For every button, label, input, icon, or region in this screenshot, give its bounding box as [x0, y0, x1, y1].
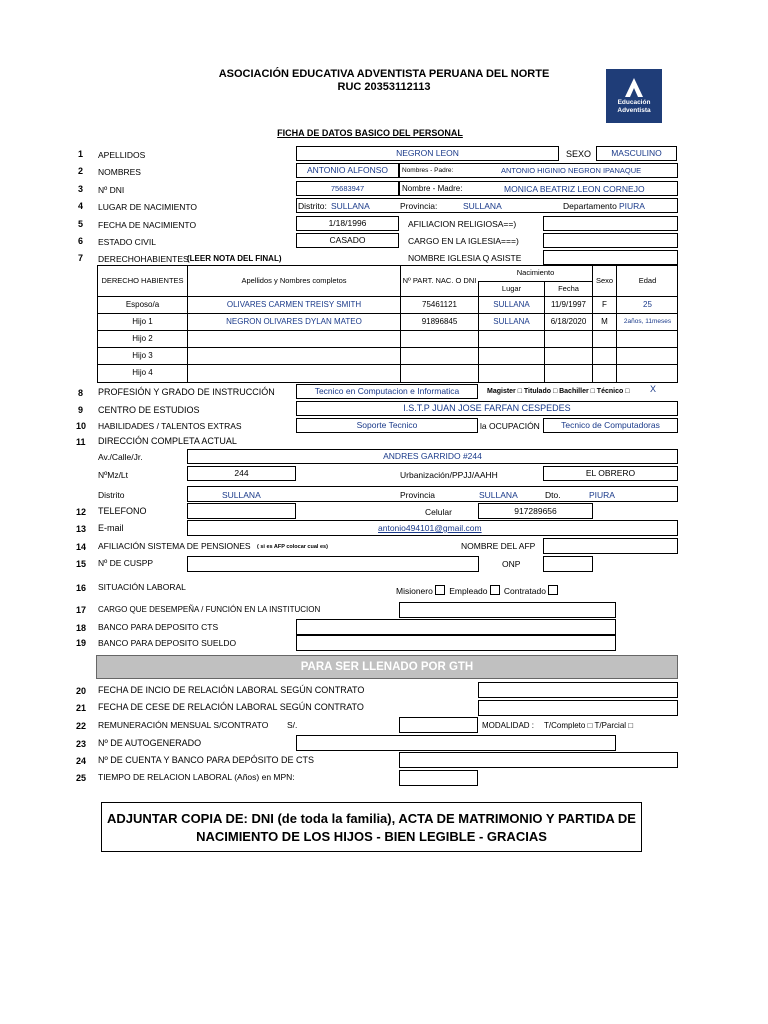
provincia-dir-value: SULLANA — [479, 490, 518, 500]
th-fecha: Fecha — [558, 283, 579, 293]
family-cell-rel: Hijo 1 — [132, 316, 153, 326]
family-cell-rel: Hijo 2 — [132, 333, 153, 343]
family-cell-name[interactable] — [188, 331, 400, 347]
centro-estudios-field[interactable]: I.S.T.P JUAN JOSE FARFAN CESPEDES — [296, 401, 678, 416]
family-cell-edad[interactable] — [617, 331, 678, 347]
family-cell-rel: Hijo 4 — [132, 367, 153, 377]
email-value[interactable]: antonio494101@gmail.com — [378, 523, 482, 533]
label-celular: Celular — [425, 507, 452, 517]
label-nombre-iglesia: NOMBRE IGLESIA Q ASISTE — [408, 253, 522, 263]
label-banco-cts: BANCO PARA DEPOSITO CTS — [98, 622, 219, 632]
family-cell-lugar[interactable] — [479, 365, 544, 381]
family-cell-fecha[interactable]: 6/18/2020 — [550, 316, 587, 326]
profesion-field[interactable]: Tecnico en Computacion e Informatica — [296, 384, 478, 399]
banco-cts-field[interactable] — [296, 619, 616, 635]
urbanizacion-field[interactable]: EL OBRERO — [543, 466, 678, 481]
label-provincia: Provincia: — [400, 201, 438, 211]
banco-sueldo-field[interactable] — [296, 635, 616, 651]
footer-line-2: NACIMIENTO DE LOS HIJOS - BIEN LEGIBLE - GRACIAS — [196, 829, 547, 844]
label-modalidad: MODALIDAD : — [482, 721, 535, 730]
family-cell-dni[interactable]: 75461121 — [422, 299, 457, 309]
row-num: 21 — [76, 703, 87, 713]
family-cell-rel: Hijo 3 — [132, 350, 153, 360]
opt-misionero: Misionero — [396, 586, 433, 596]
family-cell-fecha[interactable]: 11/9/1997 — [551, 299, 586, 309]
label-av: Av./Calle/Jr. — [98, 452, 143, 462]
row-num: 11 — [76, 437, 86, 447]
madre-value: MONICA BEATRIZ LEON CORNEJO — [504, 184, 645, 194]
label-estado-civil: ESTADO CIVIL — [98, 237, 156, 247]
family-cell-dni[interactable]: 91896845 — [421, 316, 458, 326]
th-nombres: Apellidos y Nombres completos — [241, 275, 347, 285]
label-pensiones: AFILIACIÓN SISTEMA DE PENSIONES — [98, 541, 251, 551]
ocupacion-field[interactable]: Tecnico de Computadoras — [543, 418, 678, 433]
row-num: 12 — [76, 507, 87, 517]
row-num: 22 — [76, 721, 87, 731]
estado-civil-field[interactable]: CASADO — [296, 233, 399, 248]
row-num: 2 — [78, 166, 84, 176]
padre-value: ANTONIO HIGINIO NEGRON IPANAQUE — [501, 166, 642, 175]
fecha-cese-field[interactable] — [478, 700, 678, 716]
form-title: FICHA DE DATOS BASICO DEL PERSONAL — [277, 128, 463, 138]
row-num: 4 — [78, 201, 84, 211]
label-distrito-dir: Distrito — [98, 490, 125, 500]
label-situacion: SITUACIÓN LABORAL — [98, 582, 186, 592]
autogenerado-field[interactable] — [296, 735, 616, 751]
opt-empleado: Empleado — [449, 586, 488, 596]
distrito-value: SULLANA — [331, 201, 370, 211]
remuneracion-field[interactable] — [399, 717, 478, 733]
row-num: 7 — [78, 253, 84, 263]
org-name: ASOCIACIÓN EDUCATIVA ADVENTISTA PERUANA DEL NORTE — [218, 68, 550, 80]
label-remuneracion: REMUNERACIÓN MENSUAL S/CONTRATO — [98, 720, 269, 730]
label-urbanizacion: Urbanización/PPJJ/AAHH — [400, 470, 498, 480]
provincia-value: SULLANA — [463, 201, 502, 211]
row-num: 20 — [76, 686, 87, 696]
label-cargo-iglesia: CARGO EN LA IGLESIA===) — [408, 236, 519, 246]
family-cell-name[interactable]: OLIVARES CARMEN TREISY SMITH — [226, 299, 362, 309]
row-num: 15 — [76, 559, 87, 569]
nombres-field[interactable]: ANTONIO ALFONSO — [296, 163, 399, 178]
row-num: 18 — [76, 623, 87, 633]
departamento-value: PIURA — [619, 201, 645, 211]
label-lugar: LUGAR DE NACIMIENTO — [98, 202, 198, 212]
label-leer-nota: (LEER NOTA DEL FINAL) — [187, 254, 282, 263]
row-num: 9 — [78, 405, 84, 415]
row-num: 14 — [76, 542, 87, 552]
family-cell-lugar[interactable] — [479, 348, 544, 364]
label-mz: NºMz/Lt — [98, 470, 129, 480]
mz-field[interactable]: 244 — [187, 466, 296, 481]
label-padre: Nombres - Padre: — [402, 167, 454, 174]
label-fecha-cese: FECHA DE CESE DE RELACIÓN LABORAL SEGÚN CONTRATO — [98, 702, 364, 712]
dto-value: PIURA — [589, 490, 615, 500]
family-cell-lugar[interactable]: SULLANA — [493, 299, 530, 309]
row-num: 16 — [76, 583, 87, 593]
ruc: RUC 20353112113 — [337, 81, 431, 93]
cuenta-cts-field[interactable] — [399, 752, 678, 768]
apellidos-field[interactable]: NEGRON LEON — [296, 146, 559, 161]
onp-field[interactable] — [543, 556, 593, 572]
label-tiempo: TIEMPO DE RELACION LABORAL (Años) en MPN: — [98, 772, 295, 782]
th-dni: Nº PART. NAC. O DNI — [402, 275, 477, 285]
label-habilidades: HABILIDADES / TALENTOS EXTRAS — [98, 421, 242, 431]
label-nombres: NOMBRES — [98, 167, 141, 177]
label-centro-estudios: CENTRO DE ESTUDIOS — [98, 405, 200, 415]
row-num: 3 — [78, 184, 84, 194]
checkbox-contratado[interactable] — [548, 585, 558, 595]
row-num: 8 — [78, 388, 84, 398]
telefono-field[interactable] — [187, 503, 296, 519]
th-edad: Edad — [638, 275, 657, 285]
grado-mark: X — [650, 384, 657, 394]
checkbox-misionero[interactable] — [435, 585, 445, 595]
row-num: 6 — [78, 236, 84, 246]
av-field[interactable]: ANDRES GARRIDO #244 — [187, 449, 678, 464]
family-cell-sexo[interactable] — [593, 365, 616, 381]
family-cell-edad[interactable]: 2años, 11meses — [623, 318, 672, 326]
label-fecha-nac: FECHA DE NACIMIENTO — [98, 220, 197, 230]
gth-banner: PARA SER LLENADO POR GTH — [96, 655, 678, 679]
label-cuspp: Nº DE CUSPP — [98, 558, 154, 568]
th-nacimiento: Nacimiento — [516, 268, 555, 278]
footer-note — [101, 802, 642, 852]
label-provincia-dir: Provincia — [400, 490, 435, 500]
habilidades-field[interactable]: Soporte Tecnico — [296, 418, 478, 433]
dni-field[interactable]: 75683947 — [296, 181, 399, 196]
family-cell-sexo[interactable]: F — [602, 299, 607, 309]
label-fecha-inicio: FECHA DE INCIO DE RELACIÓN LABORAL SEGÚN CONTRATO — [98, 685, 365, 695]
row-num: 23 — [76, 739, 87, 749]
label-pensiones-note: ( si es AFP colocar cual es) — [257, 544, 328, 550]
grados-options[interactable]: Magister □ Titulado □ Bachiller □ Técnico □ — [487, 388, 630, 395]
label-cargo: CARGO QUE DESEMPEÑA / FUNCIÓN EN LA INSTITUCION — [98, 605, 321, 614]
family-cell-sexo[interactable]: M — [601, 316, 608, 326]
opt-contratado: Contratado — [503, 586, 546, 596]
label-banco-sueldo: BANCO PARA DEPOSITO SUELDO — [98, 638, 237, 648]
family-cell-dni[interactable] — [401, 348, 478, 364]
family-cell-dni[interactable] — [401, 331, 478, 347]
label-dni: Nº DNI — [98, 185, 125, 195]
label-madre: Nombre - Madre: — [402, 184, 463, 193]
label-onp: ONP — [502, 559, 521, 569]
label-currency: S/. — [287, 720, 298, 730]
fecha-nac-field[interactable]: 1/18/1996 — [296, 216, 399, 231]
label-telefono: TELEFONO — [98, 506, 147, 516]
label-autogenerado: Nº DE AUTOGENERADO — [98, 738, 202, 748]
cargo-field[interactable] — [399, 602, 616, 618]
distrito-dir-value: SULLANA — [222, 490, 261, 500]
situacion-options[interactable] — [396, 585, 560, 596]
label-dto: Dto. — [545, 490, 561, 500]
row-num: 17 — [76, 605, 87, 615]
label-afiliacion: AFILIACION RELIGIOSA==) — [408, 219, 517, 229]
family-cell-sexo[interactable] — [593, 348, 616, 364]
label-ocupacion: la OCUPACIÓN — [480, 421, 540, 431]
row-num: 10 — [76, 421, 87, 431]
label-apellidos: APELLIDOS — [98, 150, 146, 160]
family-cell-fecha[interactable] — [545, 331, 592, 347]
label-derechohabientes: DERECHOHABIENTES — [98, 254, 189, 264]
family-cell-fecha[interactable] — [545, 365, 592, 381]
label-profesion: PROFESIÓN Y GRADO DE INSTRUCCIÓN — [98, 387, 275, 397]
family-cell-dni[interactable] — [401, 365, 478, 381]
label-departamento: Departamento — [563, 201, 617, 211]
row-num: 24 — [76, 756, 87, 766]
label-direccion: DIRECCIÓN COMPLETA ACTUAL — [98, 436, 237, 446]
logo-text-1: Educación — [617, 99, 651, 106]
family-cell-lugar[interactable] — [479, 331, 544, 347]
logo-text-2: Adventista — [617, 107, 651, 114]
family-cell-edad[interactable] — [617, 365, 678, 381]
fecha-inicio-field[interactable] — [478, 682, 678, 698]
label-email: E-mail — [98, 523, 124, 533]
label-afp: NOMBRE DEL AFP — [461, 541, 536, 551]
row-num: 19 — [76, 638, 87, 648]
family-cell-lugar[interactable]: SULLANA — [493, 316, 530, 326]
th-lugar: Lugar — [501, 283, 522, 293]
family-cell-name[interactable] — [188, 365, 400, 381]
label-sexo: SEXO — [566, 149, 592, 159]
label-distrito: Distrito: — [298, 201, 327, 211]
modalidad-options[interactable]: T/Completo □ T/Parcial □ — [544, 721, 634, 730]
label-cuenta-cts: Nº DE CUENTA Y BANCO PARA DEPÓSITO DE CTS — [98, 755, 315, 765]
checkbox-empleado[interactable] — [490, 585, 500, 595]
th-sexo: Sexo — [595, 275, 614, 285]
family-cell-edad[interactable] — [617, 348, 678, 364]
sexo-field[interactable]: MASCULINO — [596, 146, 677, 161]
afp-field[interactable] — [543, 538, 678, 554]
family-cell-sexo[interactable] — [593, 331, 616, 347]
family-cell-name[interactable]: NEGRON OLIVARES DYLAN MATEO — [226, 316, 362, 326]
row-num: 13 — [76, 524, 87, 534]
celular-field[interactable]: 917289656 — [478, 503, 593, 519]
th-derecho: DERECHO HABIENTES — [101, 275, 184, 285]
row-num: 5 — [78, 219, 84, 229]
row-num: 25 — [76, 773, 87, 783]
tiempo-field[interactable] — [399, 770, 478, 786]
row-num: 1 — [78, 149, 84, 159]
family-cell-rel: Esposo/a — [125, 299, 160, 309]
cuspp-field[interactable] — [187, 556, 479, 572]
family-cell-fecha[interactable] — [545, 348, 592, 364]
footer-line-1: ADJUNTAR COPIA DE: DNI (de toda la familia), ACTA DE MATRIMONIO Y PARTIDA DE — [107, 811, 636, 826]
family-cell-edad[interactable]: 25 — [643, 299, 652, 309]
family-cell-name[interactable] — [188, 348, 400, 364]
